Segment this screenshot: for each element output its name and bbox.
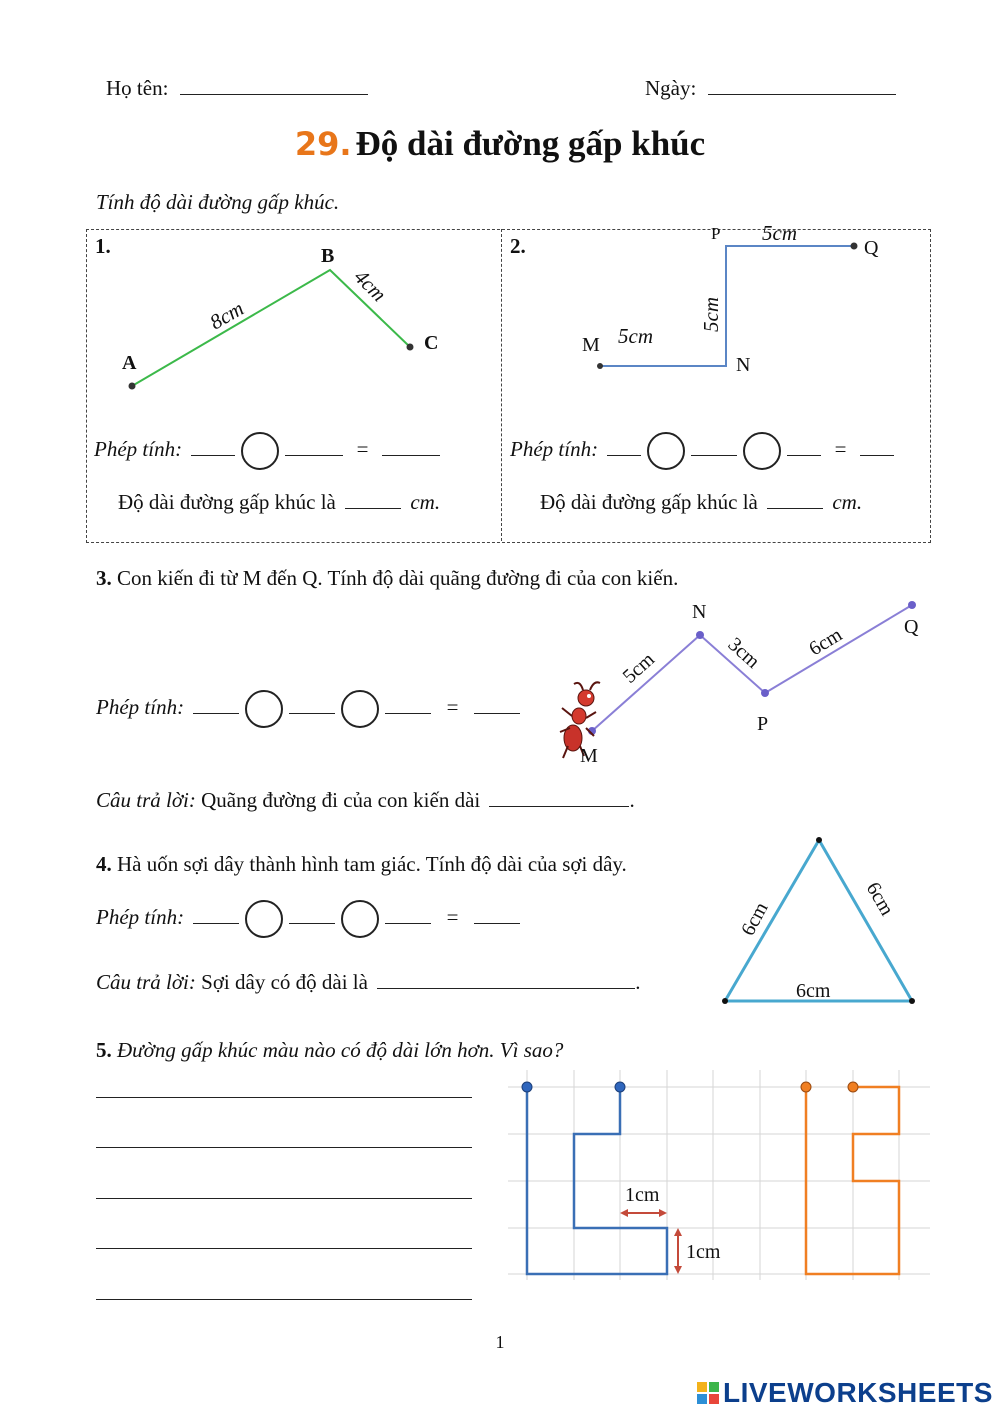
ex5-orange-end	[848, 1082, 858, 1092]
ex2-answer-unit: cm.	[832, 490, 863, 514]
ex5-orange-start	[801, 1082, 811, 1092]
ex5-scale-arrow-v	[674, 1228, 682, 1274]
ex5-text: Đường gấp khúc màu nào có độ dài lớn hơn. Vì sao?	[117, 1038, 564, 1062]
ex3-calc-label: Phép tính:	[96, 695, 185, 719]
liveworksheets-icon	[697, 1382, 719, 1404]
ex1-seg-bc: 4cm	[349, 264, 392, 307]
ex4-text: Hà uốn sợi dây thành hình tam giác. Tính độ dài của sợi dây.	[117, 852, 627, 876]
brand-logo	[697, 1378, 993, 1408]
ex1-seg-ab: 8cm	[205, 296, 248, 335]
ex4-side-right: 6cm	[861, 878, 898, 920]
ex3-equals: =	[446, 695, 459, 719]
ex4-answer-end: .	[635, 970, 641, 994]
page-number: 1	[495, 1332, 505, 1352]
ex3-label-p: P	[757, 713, 769, 735]
name-label: Họ tên:	[106, 76, 169, 100]
brand-name: LIVEWORKSHEETS	[723, 1377, 993, 1408]
ex3-label-m: M	[580, 745, 598, 767]
ex2-seg-pq: 5cm	[762, 221, 797, 245]
ex1-equals: =	[356, 437, 369, 461]
ex2-label-q: Q	[864, 237, 879, 259]
title-text: Độ dài đường gấp khúc	[355, 124, 706, 163]
ex3-seg-np: 3cm	[723, 633, 764, 673]
ex5-scale-arrow-h	[620, 1209, 667, 1217]
ex5-scale-v-label: 1cm	[686, 1241, 721, 1263]
instruction: Tính độ dài đường gấp khúc.	[96, 190, 340, 214]
ex3-text: Con kiến đi từ M đến Q. Tính độ dài quãng đường đi của con kiến.	[117, 566, 679, 590]
ex1-label-b: B	[321, 245, 335, 267]
ex1-answer-unit: cm.	[410, 490, 441, 514]
ex4-number: 4.	[96, 852, 112, 876]
ex4-equals: =	[446, 905, 459, 929]
ex2-seg-np: 5cm	[699, 297, 723, 332]
ex5-number: 5.	[96, 1038, 112, 1062]
title-number: 29.	[294, 125, 352, 163]
ex3-label-n: N	[692, 601, 707, 623]
ex2-label-n: N	[736, 354, 751, 376]
ex2-seg-mn: 5cm	[618, 324, 653, 348]
date-label: Ngày:	[645, 76, 697, 100]
ex1-number: 1.	[95, 234, 111, 258]
ex3-label-q: Q	[904, 616, 919, 638]
ex4-calc-label: Phép tính:	[96, 905, 185, 929]
ex1-label-a: A	[122, 352, 137, 374]
ex1-label-c: C	[424, 332, 439, 354]
ex3-answer-text: Quãng đường đi của con kiến dài	[201, 788, 481, 812]
ex5-blue-start	[522, 1082, 532, 1092]
ex3-answer-end: .	[629, 788, 635, 812]
ex2-number: 2.	[510, 234, 526, 258]
ex2-equals: =	[834, 437, 847, 461]
ex3-seg-pq: 6cm	[805, 623, 847, 661]
ex3-number: 3.	[96, 566, 112, 590]
ex1-answer-prefix: Độ dài đường gấp khúc là	[118, 490, 336, 514]
ex4-side-left: 6cm	[736, 898, 773, 940]
ex2-calc-label: Phép tính:	[510, 437, 599, 461]
ex2-label-m: M	[582, 334, 600, 356]
ex5-blue-end	[615, 1082, 625, 1092]
ex4-answer-text: Sợi dây có độ dài là	[201, 970, 368, 994]
ex3-answer-label: Câu trả lời:	[96, 788, 196, 812]
ex5-scale-h-label: 1cm	[625, 1184, 660, 1206]
ex2-label-p: P	[711, 224, 721, 243]
ex3-seg-mn: 5cm	[618, 648, 659, 688]
ex4-answer-label: Câu trả lời:	[96, 970, 196, 994]
ex2-answer-prefix: Độ dài đường gấp khúc là	[540, 490, 758, 514]
ex1-calc-label: Phép tính:	[94, 437, 183, 461]
ex4-side-bottom: 6cm	[796, 980, 831, 1002]
